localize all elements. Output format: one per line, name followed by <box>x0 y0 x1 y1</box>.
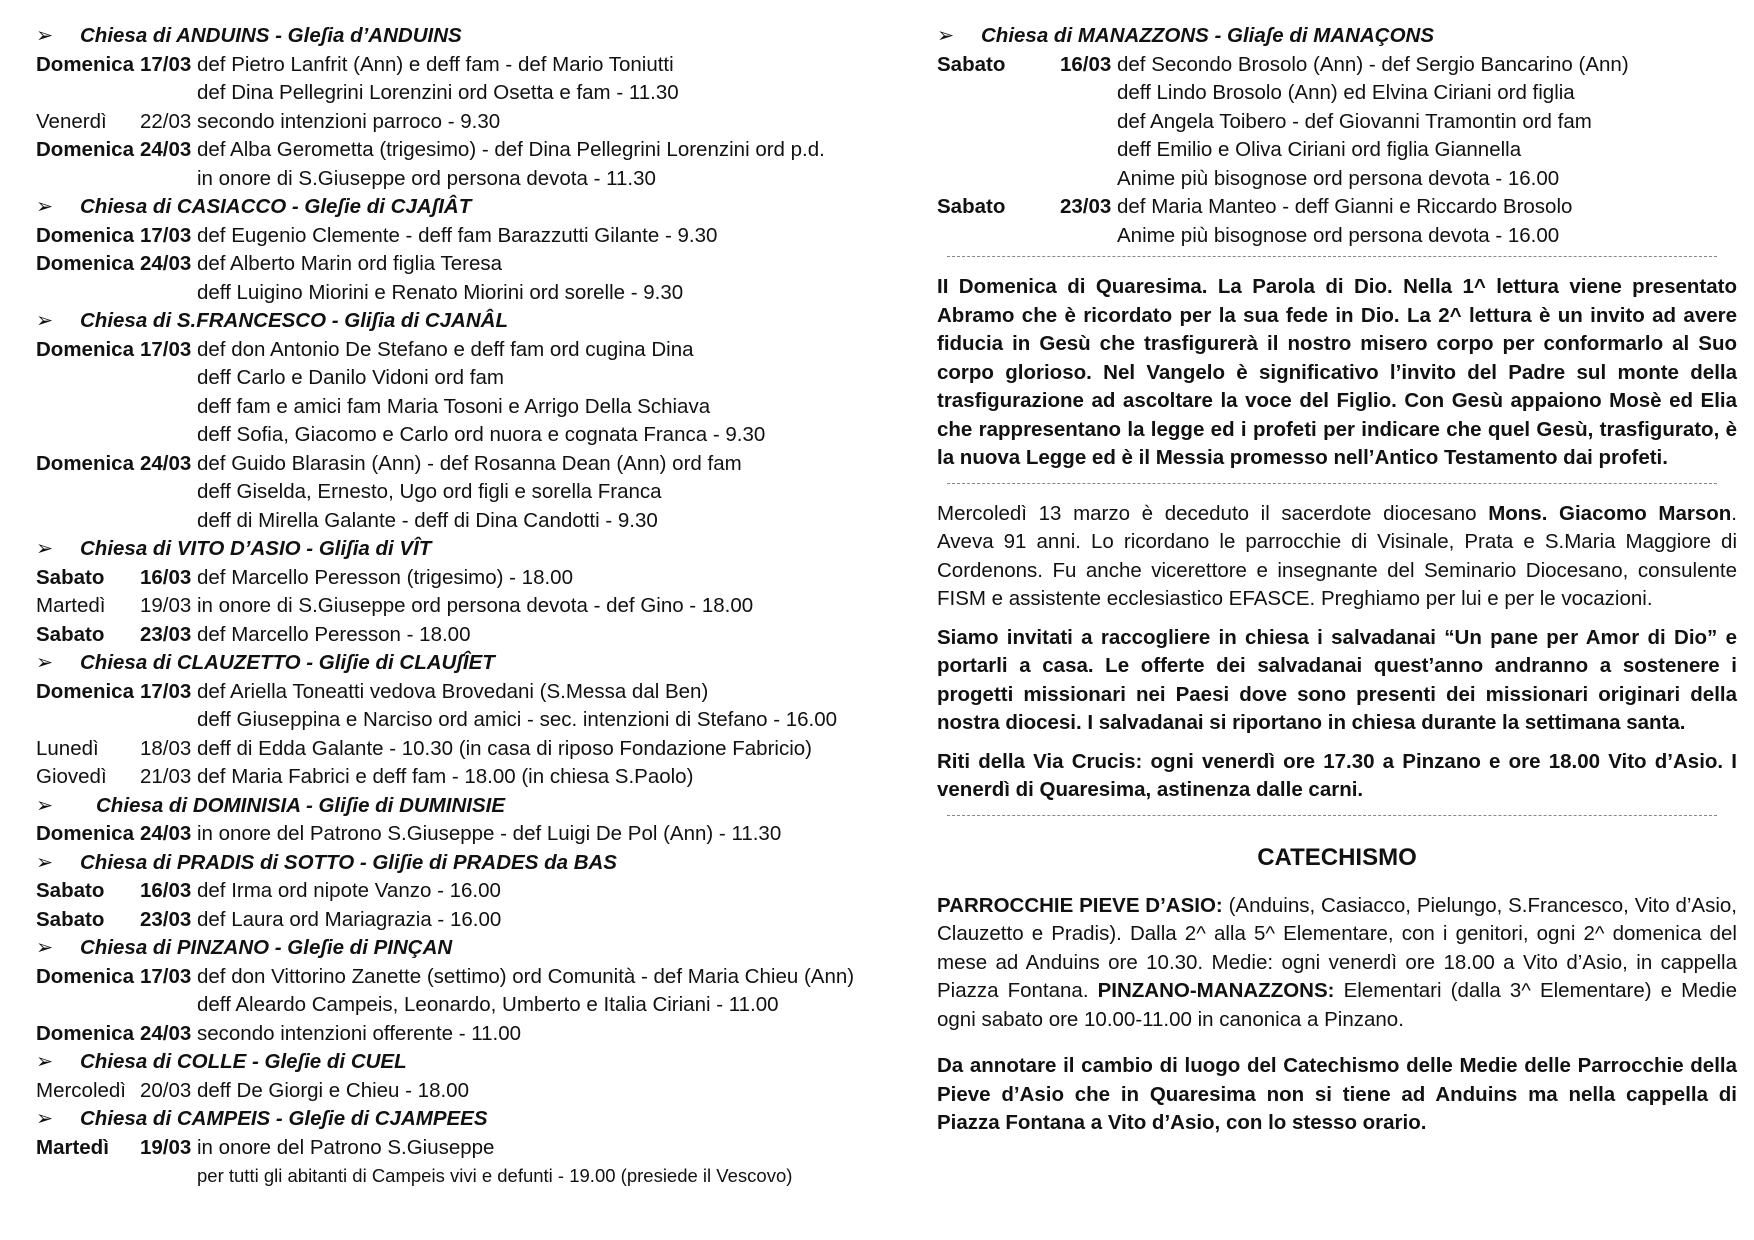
separator <box>947 815 1717 826</box>
intention-line: per tutti gli abitanti di Campeis vivi e defunti - 19.00 (presiede il Vescovo) <box>197 1165 793 1186</box>
church-title: Chiesa di COLLE - Gleʃie di CUEL <box>80 1050 407 1073</box>
mass-date: 23/03 <box>140 622 192 646</box>
mass-date: 16/03 <box>1060 52 1112 76</box>
mass-date: 17/03 <box>140 679 192 703</box>
church-title: Chiesa di MANAZZONS - Gliaʃe di MANAÇONS <box>981 24 1435 47</box>
mass-intentions <box>197 906 866 935</box>
mass-day: Sabato <box>36 622 105 646</box>
arrow-bullet-icon: ➢ <box>36 24 54 47</box>
mass-day: Giovedì <box>36 765 107 788</box>
mass-entry <box>36 735 866 764</box>
mass-entry <box>36 621 866 650</box>
intention-line: def Marcello Peresson - 18.00 <box>197 622 471 646</box>
mass-intentions <box>197 735 866 764</box>
mass-entry <box>36 250 866 307</box>
church-heading <box>36 934 866 963</box>
right-column <box>937 22 1737 1148</box>
mass-entry <box>36 450 866 536</box>
church-heading <box>36 649 866 678</box>
mass-entry <box>36 51 866 108</box>
mass-intentions <box>1117 51 1737 194</box>
mass-day: Domenica <box>36 679 134 703</box>
intention-line: secondo intenzioni parroco - 9.30 <box>197 109 501 133</box>
intention-line: def don Vittorino Zanette (settimo) ord Comunità - def Maria Chieu (Ann) <box>197 964 855 988</box>
mass-entry <box>937 193 1737 250</box>
intention-line: def Alberto Marin ord figlia Teresa <box>197 252 503 275</box>
church-heading <box>36 535 866 564</box>
mass-entry <box>36 564 866 593</box>
arrow-bullet-icon: ➢ <box>36 537 54 560</box>
arrow-bullet-icon: ➢ <box>36 651 54 674</box>
mass-entry <box>36 877 866 906</box>
church-section <box>36 649 866 792</box>
church-title: Chiesa di DOMINISIA - Gliʃie di DUMINISIE <box>96 793 505 817</box>
church-section <box>36 849 866 935</box>
arrow-bullet-icon: ➢ <box>36 1107 54 1130</box>
intention-line: in onore del Patrono S.Giuseppe <box>197 1135 495 1159</box>
intention-line: def Maria Fabrici e deff fam - 18.00 (in chiesa S.Paolo) <box>197 765 694 788</box>
mass-intentions <box>197 450 866 536</box>
mass-intentions <box>197 621 866 650</box>
mass-entry <box>36 336 866 450</box>
arrow-bullet-icon: ➢ <box>36 793 54 817</box>
church-title: Chiesa di S.FRANCESCO - Gliʃia di CJANÂL <box>80 309 508 332</box>
mass-day: Domenica <box>36 337 134 361</box>
mass-date: 21/03 <box>140 765 192 788</box>
intention-line: deff Sofia, Giacomo e Carlo ord nuora e cognata Franca - 9.30 <box>197 423 766 446</box>
mass-entry <box>36 1134 866 1191</box>
mass-day: Sabato <box>36 565 105 589</box>
church-section <box>36 792 866 849</box>
arrow-bullet-icon: ➢ <box>36 936 54 959</box>
mass-day: Domenica <box>36 52 134 76</box>
mass-entry <box>36 763 866 792</box>
mass-entry <box>36 592 866 621</box>
mass-intentions <box>197 678 866 735</box>
mass-entry <box>36 1077 866 1106</box>
mass-day: Domenica <box>36 964 134 988</box>
intention-line: secondo intenzioni offerente - 11.00 <box>197 1021 522 1045</box>
mass-date: 19/03 <box>140 594 192 617</box>
mass-day: Sabato <box>937 195 1006 218</box>
church-heading <box>36 307 866 336</box>
via-crucis-paragraph: Riti della Via Crucis: ogni venerdì ore 17.30 a Pinzano e ore 18.00 Vito d’Asio. I venerdì di Quaresima, astinenza dalle carni. <box>937 749 1737 801</box>
intention-line: in onore del Patrono S.Giuseppe - def Luigi De Pol (Ann) - 11.30 <box>197 822 782 845</box>
intention-line: def Ariella Toneatti vedova Brovedani (S.Messa dal Ben) <box>197 679 709 703</box>
intention-line: deff Aleardo Campeis, Leonardo, Umberto e Italia Ciriani - 11.00 <box>197 993 779 1016</box>
intention-line: def Eugenio Clemente - deff fam Barazzutti Gilante - 9.30 <box>197 223 718 247</box>
intention-line: def Maria Manteo - deff Gianni e Riccardo Brosolo <box>1117 195 1573 218</box>
church-heading <box>36 193 866 222</box>
church-heading <box>36 792 866 821</box>
mass-intentions <box>197 1134 866 1191</box>
mass-intentions <box>197 877 866 906</box>
church-section <box>36 22 866 193</box>
intention-line: deff Carlo e Danilo Vidoni ord fam <box>197 366 504 389</box>
church-title: Chiesa di PINZANO - Gleʃie di PINÇAN <box>80 936 453 959</box>
mass-day: Martedì <box>36 1135 109 1159</box>
church-title: Chiesa di CASIACCO - Gleʃie di CJAʃIÂT <box>80 195 472 218</box>
mass-intentions <box>197 592 866 621</box>
church-heading <box>36 1105 866 1134</box>
intention-line: Anime più bisognose ord persona devota - 16.00 <box>1117 223 1560 247</box>
intention-line: deff Giselda, Ernesto, Ugo ord figli e sorella Franca <box>197 480 662 503</box>
mass-entry <box>36 678 866 735</box>
mass-date: 16/03 <box>140 565 192 589</box>
mass-intentions <box>197 564 866 593</box>
church-heading <box>36 1048 866 1077</box>
arrow-bullet-icon: ➢ <box>36 309 54 332</box>
intention-line: Anime più bisognose ord persona devota - 16.00 <box>1117 166 1560 190</box>
intention-line: def Angela Toibero - def Giovanni Tramontin ord fam <box>1117 109 1592 133</box>
intention-line: def Secondo Brosolo (Ann) - def Sergio Bancarino (Ann) <box>1117 52 1629 76</box>
mass-intentions <box>197 820 866 849</box>
intention-line: deff Giuseppina e Narciso ord amici - sec. intenzioni di Stefano - 16.00 <box>197 708 838 731</box>
church-section <box>36 1105 866 1191</box>
catechism-paragraph <box>937 892 1737 1035</box>
church-heading <box>937 22 1737 51</box>
mass-day: Domenica <box>36 223 134 247</box>
church-title: Chiesa di CAMPEIS - Gleʃie di CJAMPEES <box>80 1107 488 1130</box>
mass-date: 19/03 <box>140 1135 192 1159</box>
intention-line: deff di Edda Galante - 10.30 (in casa di riposo Fondazione Fabricio) <box>197 736 812 760</box>
intention-line: def Laura ord Mariagrazia - 16.00 <box>197 907 502 931</box>
mass-day: Lunedì <box>36 736 99 760</box>
mass-date: 17/03 <box>140 337 192 361</box>
intention-line: in onore di S.Giuseppe ord persona devota - def Gino - 18.00 <box>197 594 754 617</box>
church-heading <box>36 22 866 51</box>
church-title: Chiesa di VITO D’ASIO - Gliʃia di VÎT <box>80 537 432 560</box>
separator <box>947 256 1717 267</box>
mass-date: 16/03 <box>140 879 192 902</box>
arrow-bullet-icon: ➢ <box>36 1050 54 1073</box>
mass-day: Sabato <box>36 907 105 931</box>
mass-day: Domenica <box>36 138 134 161</box>
arrow-bullet-icon: ➢ <box>937 24 955 47</box>
arrow-bullet-icon: ➢ <box>36 850 54 874</box>
church-section <box>36 535 866 649</box>
mass-date: 24/03 <box>140 822 192 845</box>
catechism-pieve-label: PARROCCHIE PIEVE D’ASIO: <box>937 893 1223 917</box>
mass-day: Domenica <box>36 1021 134 1045</box>
mass-date: 23/03 <box>140 907 192 931</box>
obituary-text-a: Mercoledì 13 marzo è deceduto il sacerdote diocesano <box>937 501 1489 525</box>
mass-date: 18/03 <box>140 736 192 760</box>
catechism-pieve-text: (Anduins, Casiacco, Pielungo, S.Francesco, Vito d’Asio, Clauzetto e Pradis). Dalla 2^ alla 5^ Elementare, con i genitori, ogni 2^ domenica del mese ad Anduins ore 10.30. Medie: ogni venerdì ore 18.00 a Vito d’Asio, in cappella Piazza Fontana. <box>937 893 1737 1002</box>
intention-line: deff Luigino Miorini e Renato Miorini ord sorelle - 9.30 <box>197 280 684 304</box>
obituary-text-b: . Aveva 91 anni. Lo ricordano le parrocchie di Visinale, Prata e S.Maria Maggiore di Cordenons. Fu anche vicerettore e insegnante del Seminario Diocesano, consulente FISM e assistente ecclesiastico EFASCE. Preghiamo per lui e per le vocazioni. <box>937 501 1737 610</box>
mass-day: Sabato <box>36 879 105 902</box>
intention-line: def don Antonio De Stefano e deff fam ord cugina Dina <box>197 337 694 361</box>
mass-day: Sabato <box>937 52 1006 76</box>
church-section-manazzons <box>937 22 1737 250</box>
mass-entry <box>36 906 866 935</box>
mass-date: 24/03 <box>140 252 192 275</box>
savings-paragraph: Siamo invitati a raccogliere in chiesa i salvadanai “Un pane per Amor di Dio” e portarli a casa. Le offerte dei salvadanai quest’anno andranno a sostenere i progetti missionari nei Paesi dove sono presenti dei missionari originari della nostra diocesi. I salvadanai si riportano in chiesa durante la settimana santa. <box>937 625 1737 734</box>
mass-date: 24/03 <box>140 451 192 475</box>
intention-line: def Dina Pellegrini Lorenzini ord Osetta e fam - 11.30 <box>197 81 679 104</box>
mass-intentions <box>197 1077 866 1106</box>
obituary-paragraph <box>937 500 1737 614</box>
mass-intentions <box>197 108 866 137</box>
mass-day: Martedì <box>36 594 106 617</box>
mass-intentions <box>197 336 866 450</box>
mass-date: 17/03 <box>140 964 192 988</box>
intention-line: deff di Mirella Galante - deff di Dina Candotti - 9.30 <box>197 508 658 532</box>
mass-day: Domenica <box>36 451 134 475</box>
catechism-note: Da annotare il cambio di luogo del Catechismo delle Medie delle Parrocchie della Pieve d’Asio che in Quaresima non si tiene ad Anduins ma nella cappella di Piazza Fontana a Vito d’Asio, con lo stesso orario. <box>937 1054 1737 1134</box>
mass-entry <box>36 820 866 849</box>
mass-date: 20/03 <box>140 1078 192 1102</box>
mass-intentions <box>197 763 866 792</box>
mass-date: 22/03 <box>140 109 192 133</box>
mass-entry <box>937 51 1737 194</box>
intention-line: def Guido Blarasin (Ann) - def Rosanna Dean (Ann) ord fam <box>197 451 742 475</box>
mass-date: 23/03 <box>1060 195 1112 218</box>
separator <box>947 483 1717 494</box>
mass-date: 17/03 <box>140 52 192 76</box>
mass-date: 17/03 <box>140 223 192 247</box>
intention-line: def Pietro Lanfrit (Ann) e deff fam - def Mario Toniutti <box>197 52 674 76</box>
church-title: Chiesa di ANDUINS - Gleʃia d’ANDUINS <box>80 24 462 47</box>
mass-intentions <box>197 250 866 307</box>
church-section <box>36 1048 866 1105</box>
mass-intentions <box>197 963 866 1020</box>
church-section <box>36 934 866 1048</box>
obituary-name: Mons. Giacomo Marson <box>1488 501 1732 525</box>
mass-day: Venerdì <box>36 109 107 133</box>
church-title: Chiesa di PRADIS di SOTTO - Gliʃie di PRADES da BAS <box>80 850 617 874</box>
church-heading <box>36 849 866 878</box>
mass-entry <box>36 963 866 1020</box>
intention-line: deff fam e amici fam Maria Tosoni e Arrigo Della Schiava <box>197 394 711 418</box>
catechism-pinzano-text: Elementari (dalla 3^ Elementare) e Medie ogni sabato ore 10.00-11.00 in canonica a Pinzano. <box>937 979 1737 1031</box>
intention-line: deff De Giorgi e Chieu - 18.00 <box>197 1078 469 1102</box>
mass-day: Domenica <box>36 252 134 275</box>
mass-entry <box>36 1020 866 1049</box>
mass-intentions <box>197 136 866 193</box>
arrow-bullet-icon: ➢ <box>36 195 54 218</box>
mass-entry <box>36 108 866 137</box>
intention-line: deff Lindo Brosolo (Ann) ed Elvina Ciriani ord figlia <box>1117 81 1575 104</box>
mass-entry <box>36 222 866 251</box>
mass-date: 24/03 <box>140 1021 192 1045</box>
intention-line: deff Emilio e Oliva Ciriani ord figlia Giannella <box>1117 138 1522 161</box>
church-title: Chiesa di CLAUZETTO - Gliʃie di CLAUʃÎET <box>80 651 495 674</box>
mass-entry <box>36 136 866 193</box>
left-column <box>36 22 866 1191</box>
intention-line: def Irma ord nipote Vanzo - 16.00 <box>197 879 501 902</box>
mass-intentions <box>197 222 866 251</box>
intention-line: in onore di S.Giuseppe ord persona devota - 11.30 <box>197 166 656 190</box>
mass-intentions <box>1117 193 1737 250</box>
sunday-reflection: II Domenica di Quaresima. La Parola di Dio. Nella 1^ lettura viene presentato Abramo che è ricordato per la sua fede in Dio. La 2^ lettura è un invito ad avere fiducia in Gesù che trasfigurerà il nostro misero corpo per conformarlo al Suo corpo glorioso. Nel Vangelo è significativo l’invito del Padre sul monte della trasfigurazione ad ascoltare la voce del Figlio. Con Gesù appaiono Mosè ed Elia che rappresentano la legge ed i profeti per indicare che quel Gesù, trasfigurato, è la nuova Legge ed è il Messia promesso nell’Antico Testamento dai profeti. <box>937 275 1737 469</box>
intention-line: def Marcello Peresson (trigesimo) - 18.00 <box>197 565 573 589</box>
mass-intentions <box>197 51 866 108</box>
church-section <box>36 193 866 307</box>
intention-line: def Alba Gerometta (trigesimo) - def Dina Pellegrini Lorenzini ord p.d. <box>197 138 825 161</box>
mass-day: Domenica <box>36 822 134 845</box>
church-section <box>36 307 866 535</box>
catechism-heading: CATECHISMO <box>1257 843 1417 871</box>
mass-day: Mercoledì <box>36 1078 127 1102</box>
mass-date: 24/03 <box>140 138 192 161</box>
catechism-pinzano-label: PINZANO-MANAZZONS: <box>1097 979 1335 1002</box>
mass-intentions <box>197 1020 866 1049</box>
